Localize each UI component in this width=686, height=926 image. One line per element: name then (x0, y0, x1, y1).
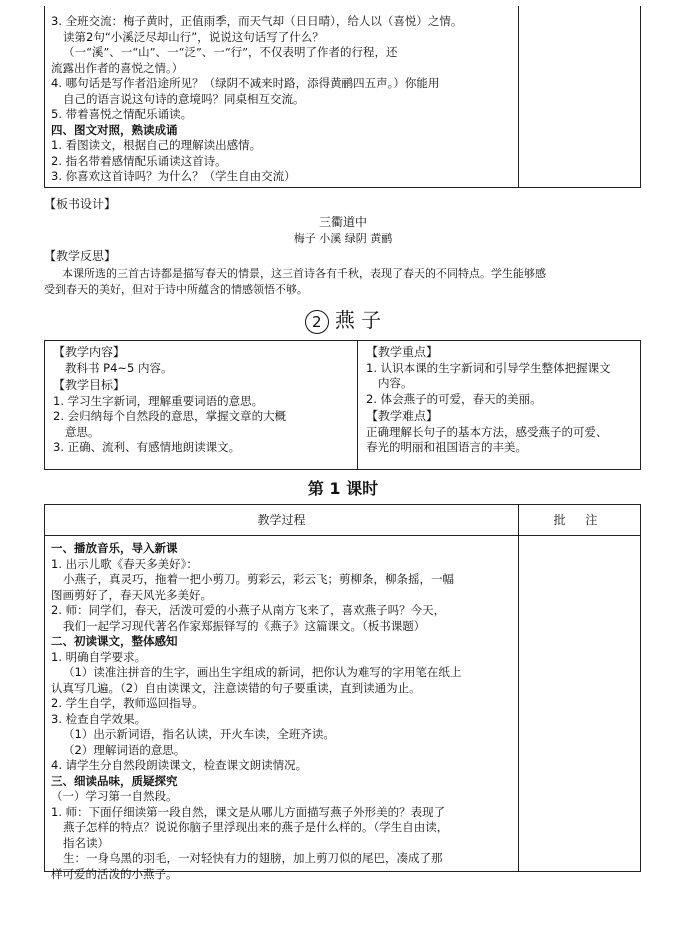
text-line: 2. 指名带着感情配乐诵读这首诗。 (51, 153, 227, 168)
difficult-points-heading: 【教学难点】 (366, 409, 439, 423)
board-design-title: 三衢道中 (318, 215, 367, 229)
section-heading: 二、初读课文，整体感知 (51, 634, 178, 648)
text-line: 小燕子，真灵巧，拖着一把小剪刀。剪彩云，彩云飞；剪柳条，柳条摇，一幅 (63, 572, 454, 586)
text-line: 1. 出示儿歌《春天多美好》： (51, 556, 198, 571)
text-line: 我们一起学习现代著名作家郑振铎写的《燕子》这篇课文。（板书课题） (63, 618, 426, 633)
key-point-item: 1. 认识本课的生字新词和引导学生整体把握课文 (366, 360, 611, 375)
text-line: 自己的语言说这句诗的意境吗？同桌相互交流。 (63, 91, 305, 106)
board-design-heading: 【板书设计】 (44, 197, 117, 211)
text-line: 读第2句“小溪泛尽却山行”，说说这句话写了什么？ (63, 29, 324, 44)
goal-item: 意思。 (65, 424, 100, 439)
text-line: 4. 哪句话是写作者沿途所见？（绿阴不减来时路，添得黄鹂四五声。）你能用 (51, 76, 440, 90)
reflection-line: 本课所选的三首古诗都是描写春天的情景，这三首诗各有千秋，表现了春天的不同特点。学生能够感 (62, 267, 546, 280)
goals-heading: 【教学目标】 (53, 378, 126, 392)
content-text: 教科书 P4~5 内容。 (65, 360, 173, 375)
process-content-cell (45, 536, 519, 881)
text-line: 燕子怎样的特点？说说你脑子里浮现出来的燕子是什么样的。（学生自由读， (63, 820, 449, 834)
top-process-column (45, 6, 519, 187)
text-line: （2）理解词语的意思。 (63, 742, 186, 757)
key-point-item: 内容。 (378, 376, 413, 390)
difficult-point-item: 春光的明丽和祖国语言的丰美。 (366, 440, 527, 454)
text-line: 指名读） (63, 835, 109, 850)
text-line: 4. 请学生分自然段朗读课文，检查课文朗读情况。 (51, 758, 308, 772)
top-lesson-table (44, 6, 641, 188)
teaching-process-table (44, 504, 641, 881)
text-line: （1）出示新词语，指名认读，开火车读，全班齐读。 (63, 727, 335, 741)
lesson-number-badge: 2 (305, 310, 329, 334)
text-line: 样可爱的活泼的小燕子。 (51, 866, 178, 881)
teaching-info-table (44, 340, 641, 470)
text-line: 2. 师：同学们，春天，活泼可爱的小燕子从南方飞来了，喜欢燕子吗？今天， (51, 603, 446, 617)
text-line: 2. 学生自学，教师巡回指导。 (51, 696, 204, 710)
difficult-point-item: 正确理解长句子的基本方法，感受燕子的可爱、 (366, 424, 608, 439)
reflection-line: 受到春天的美好，但对于诗中所蕴含的情感领悟不够。 (44, 283, 308, 296)
text-line: （一“溪”、一“山”、一“泛”、一“行”，不仅表明了作者的行程，还 (63, 45, 398, 59)
period-title: 第 1 课时 (307, 479, 379, 498)
text-line: 1. 明确自学要求。 (51, 649, 147, 664)
reflection-heading: 【教学反思】 (44, 249, 117, 263)
content-heading: 【教学内容】 (53, 345, 126, 359)
text-line: 3. 你喜欢这首诗吗？为什么？（学生自由交流） (51, 169, 296, 183)
board-design-keywords: 梅子 小溪 绿阴 黄鹂 (293, 232, 393, 245)
process-column-header: 教学过程 (45, 505, 519, 535)
key-point-item: 2. 体会燕子的可爱，春天的美丽。 (366, 391, 542, 406)
text-line: 图画剪好了，春天风光多美好。 (51, 587, 212, 602)
goal-item: 3. 正确、流利、有感情地朗读课文。 (53, 440, 241, 454)
lesson-title (0, 304, 686, 334)
notes-column-header: 批 注 (553, 513, 606, 527)
text-line: 3. 全班交流：梅子黄时，正值雨季，而天气却（日日晴），给人以（喜悦）之情。 (51, 14, 463, 28)
text-line: 5. 带着喜悦之情配乐诵读。 (51, 107, 193, 121)
goal-item: 1. 学习生字新词，理解重要词语的意思。 (53, 393, 264, 408)
text-line: （1）读准注拼音的生字，画出生字组成的新词，把你认为难写的字用笔在纸上 (63, 665, 462, 679)
text-line: 流露出作者的喜悦之情。） (51, 60, 184, 75)
text-line: 1. 看图读文，根据自己的理解读出感情。 (51, 138, 262, 152)
text-line: 认真写几遍。（2）自由读课文，注意读错的句子要重读，直到读通为止。 (51, 680, 421, 695)
goal-item: 2. 会归纳每个自然段的意思，掌握文章的大概 (53, 409, 287, 423)
lesson-title-text: 燕 子 (334, 308, 382, 332)
text-line: 1. 师：下面仔细读第一段自然，课文是从哪儿方面描写燕子外形美的？表现了 (51, 804, 446, 819)
table-header-row (45, 505, 640, 536)
section-heading: 四、图文对照，熟读成诵 (51, 122, 178, 137)
info-left-cell (45, 341, 358, 469)
text-line: 生：一身乌黑的羽毛，一对轻快有力的翅膀，加上剪刀似的尾巴，凑成了那 (63, 851, 443, 865)
section-heading: 一、播放音乐，导入新课 (51, 541, 178, 555)
section-heading: 三、细读品味，质疑探究 (51, 773, 178, 788)
text-line: 3. 检查自学效果。 (51, 711, 147, 726)
key-points-heading: 【教学重点】 (366, 345, 439, 359)
info-right-cell (358, 341, 640, 469)
text-line: （一）学习第一自然段。 (51, 789, 178, 803)
